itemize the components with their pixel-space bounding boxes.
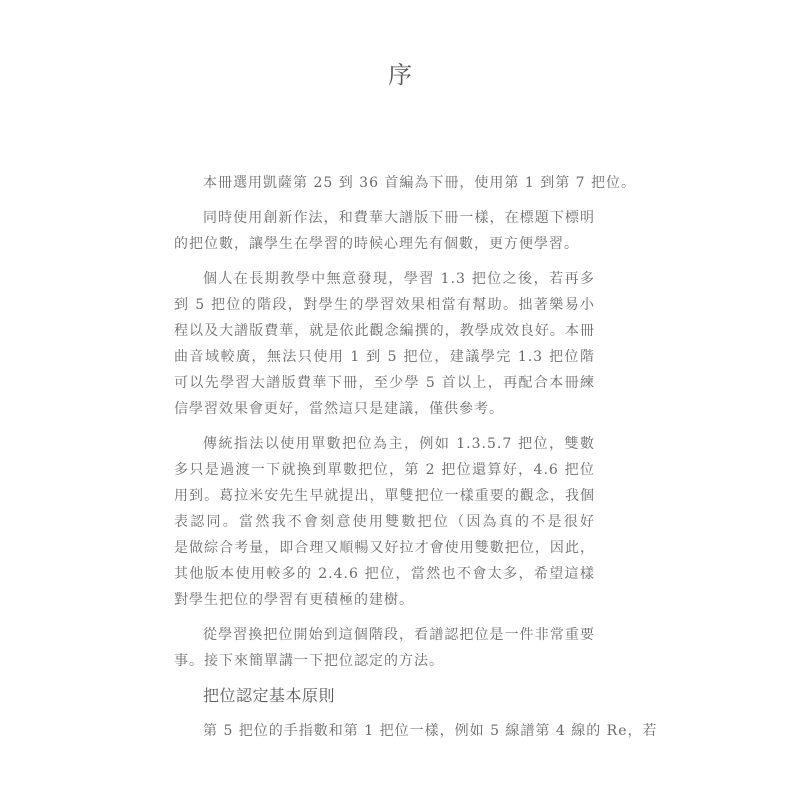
paragraph-line: 從學習換把位開始到這個階段，看譜認把位是一件非常重要 — [203, 627, 595, 643]
paragraph-line: 是做綜合考量，即合理又順暢又好拉才會使用雙數把位，因此， — [174, 540, 595, 556]
section-heading: 把位認定基本原則 — [203, 686, 336, 705]
paragraph-line: 多只是過渡一下就換到單數把位，第 2 把位還算好，4.6 把位 — [174, 462, 595, 478]
paragraph-line: 的把位數，讓學生在學習的時候心理先有個數，更方便學習。 — [174, 236, 579, 252]
paragraph-line: 用到。葛拉米安先生早就提出，單雙把位一樣重要的觀念，我個 — [174, 488, 595, 504]
paragraph-line: 對學生把位的學習有更積極的建樹。 — [174, 592, 414, 608]
paragraph-line: 傳統指法以使用單數把位為主，例如 1.3.5.7 把位，雙數 — [203, 436, 595, 452]
paragraph-line: 事。接下來簡單講一下把位認定的方法。 — [174, 653, 444, 669]
paragraph-line: 其他版本使用較多的 2.4.6 把位，當然也不會太多，希望這樣 — [174, 566, 595, 582]
paragraph-line: 表認同。當然我不會刻意使用雙數把位（因為真的不是很好 — [174, 514, 595, 530]
paragraph-line: 第 5 把位的手指數和第 1 把位一樣，例如 5 線譜第 4 線的 Re，若 — [203, 723, 658, 739]
paragraph-line: 可以先學習大譜版費華下冊，至少學 5 首以上，再配合本冊練 — [174, 375, 595, 391]
paragraph-line: 程以及大譜版費華，就是依此觀念編撰的，教學成效良好。本冊 — [174, 323, 595, 339]
paragraph-line: 信學習效果會更好，當然這只是建議，僅供參考。 — [174, 401, 504, 417]
paragraph-line: 到 5 把位的階段，對學生的學習效果相當有幫助。拙著樂易小 — [174, 297, 595, 313]
page-title: 序 — [388, 61, 412, 89]
paragraph-line: 個人在長期教學中無意發現，學習 1.3 把位之後，若再多 — [203, 271, 595, 287]
paragraph-line: 同時使用創新作法，和費華大譜版下冊一樣，在標題下標明 — [203, 210, 595, 226]
paragraph-line: 曲音域較廣，無法只使用 1 到 5 把位，建議學完 1.3 把位階 — [174, 349, 595, 365]
paragraph-line: 本冊選用凱薩第 25 到 36 首編為下冊，使用第 1 到第 7 把位。 — [203, 175, 637, 191]
